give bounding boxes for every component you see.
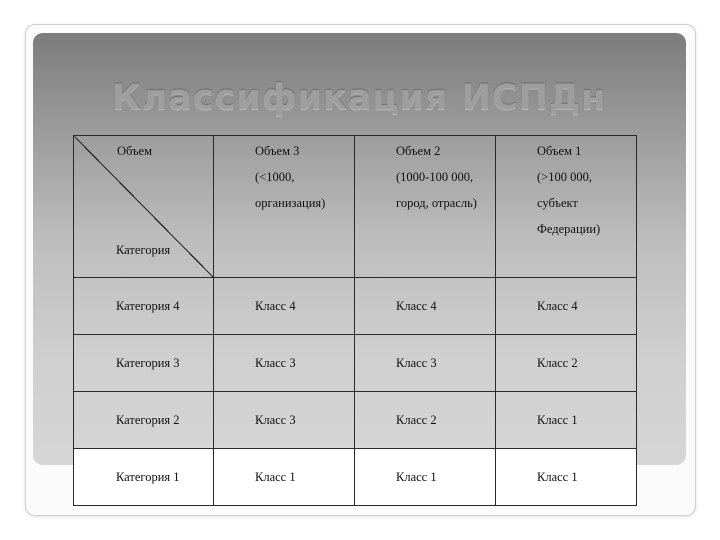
category-cell: Категория 4 [74,278,214,335]
corner-cell [74,136,214,278]
class-cell: Класс 3 [214,335,355,392]
class-cell: Класс 1 [355,449,496,506]
header-line: Объем 2 [396,144,441,158]
header-line: организация) [255,196,326,210]
category-cell: Категория 2 [74,392,214,449]
class-cell: Класс 2 [496,335,637,392]
header-line: (1000-100 000, [396,170,474,184]
corner-category-label: Категория [116,243,171,257]
class-cell: Класс 4 [496,278,637,335]
table-header-row [74,136,637,278]
class-cell: Класс 2 [355,392,496,449]
header-line: Объем 3 [255,144,300,158]
table-row [74,449,637,506]
header-volume-3 [214,136,355,278]
category-cell: Категория 3 [74,335,214,392]
class-cell: Класс 3 [214,392,355,449]
table-row [74,392,637,449]
table-row [74,335,637,392]
class-cell: Класс 1 [214,449,355,506]
table-row [74,278,637,335]
header-line: (>100 000, [537,170,592,184]
class-cell: Класс 3 [355,335,496,392]
corner-volume-label: Объем [117,144,152,158]
class-cell: Класс 1 [496,392,637,449]
class-cell: Класс 4 [355,278,496,335]
class-cell: Класс 4 [214,278,355,335]
header-line: субъект [537,196,578,210]
category-cell: Категория 1 [74,449,214,506]
header-line: Объем 1 [537,144,582,158]
class-cell: Класс 1 [496,449,637,506]
header-line: Федерации) [537,222,601,236]
slide-title: Классификация ИСПДн [112,78,607,118]
classification-table [73,135,637,506]
header-line: (<1000, [255,170,295,184]
header-volume-1 [496,136,637,278]
header-line: город, отрасль) [396,196,477,210]
header-volume-2 [355,136,496,278]
